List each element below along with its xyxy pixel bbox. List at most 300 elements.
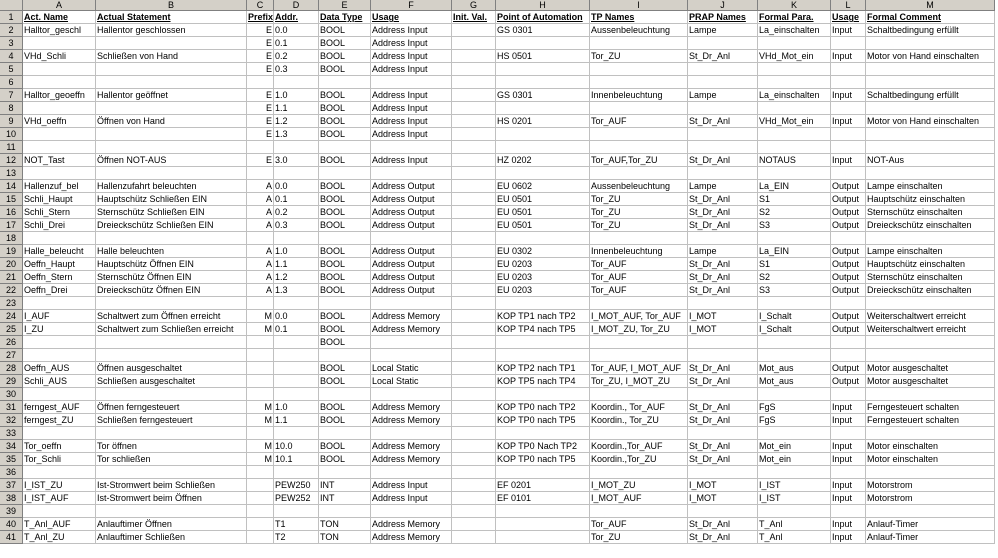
cell[interactable] (319, 427, 371, 440)
cell[interactable]: St_Dr_Anl (688, 206, 758, 219)
cell[interactable]: 1.1 (274, 102, 319, 115)
cell[interactable] (319, 232, 371, 245)
column-header-a[interactable]: A (23, 0, 96, 11)
cell[interactable] (274, 336, 319, 349)
row-header[interactable]: 20 (0, 258, 23, 271)
cell[interactable] (452, 453, 496, 466)
cell[interactable] (590, 349, 688, 362)
cell[interactable]: NOTAUS (758, 154, 831, 167)
cell[interactable]: Tor_AUF,Tor_ZU (590, 154, 688, 167)
cell[interactable]: T_Anl_AUF (23, 518, 96, 531)
cell[interactable] (688, 76, 758, 89)
cell[interactable]: Output (831, 271, 866, 284)
cell[interactable]: La_EIN (758, 245, 831, 258)
cell[interactable]: Input (831, 492, 866, 505)
cell[interactable]: St_Dr_Anl (688, 531, 758, 544)
cell[interactable]: Schli_Haupt (23, 193, 96, 206)
cell[interactable] (452, 154, 496, 167)
cell[interactable] (274, 388, 319, 401)
cell[interactable]: Lampe (688, 180, 758, 193)
cell[interactable]: KOP TP2 nach TP1 (496, 362, 590, 375)
cell[interactable]: E (247, 115, 274, 128)
cell[interactable] (23, 76, 96, 89)
cell[interactable]: EU 0501 (496, 206, 590, 219)
row-header[interactable]: 24 (0, 310, 23, 323)
cell[interactable]: E (247, 102, 274, 115)
cell[interactable]: Aussenbeleuchtung (590, 180, 688, 193)
cell[interactable]: INT (319, 492, 371, 505)
cell[interactable]: BOOL (319, 440, 371, 453)
cell[interactable]: Anlauftimer Schließen (96, 531, 247, 544)
cell[interactable] (688, 505, 758, 518)
cell[interactable]: 1.1 (274, 258, 319, 271)
cell[interactable]: TON (319, 518, 371, 531)
cell[interactable]: Output (831, 362, 866, 375)
cell[interactable] (758, 128, 831, 141)
cell[interactable]: Local Static (371, 362, 452, 375)
cell[interactable] (319, 141, 371, 154)
cell[interactable]: BOOL (319, 362, 371, 375)
cell[interactable]: Tor_ZU, I_MOT_ZU (590, 375, 688, 388)
cell[interactable]: VHd_Mot_ein (758, 115, 831, 128)
cell[interactable]: E (247, 89, 274, 102)
cell[interactable] (274, 349, 319, 362)
cell[interactable]: Tor schließen (96, 453, 247, 466)
cell[interactable]: NOT_Tast (23, 154, 96, 167)
row-header[interactable]: 34 (0, 440, 23, 453)
cell[interactable]: Hallenzufahrt beleuchten (96, 180, 247, 193)
cell[interactable]: T_Anl (758, 518, 831, 531)
row-header[interactable]: 23 (0, 297, 23, 310)
cell[interactable]: St_Dr_Anl (688, 414, 758, 427)
cell[interactable]: Lampe einschalten (866, 245, 995, 258)
cell[interactable]: ferngest_ZU (23, 414, 96, 427)
cell[interactable] (23, 336, 96, 349)
cell[interactable]: A (247, 245, 274, 258)
cell[interactable] (274, 297, 319, 310)
cell[interactable]: HZ 0202 (496, 154, 590, 167)
cell[interactable] (452, 271, 496, 284)
cell[interactable] (96, 37, 247, 50)
cell[interactable] (688, 466, 758, 479)
row-header[interactable]: 3 (0, 37, 23, 50)
cell[interactable] (247, 427, 274, 440)
cell[interactable]: Address Memory (371, 440, 452, 453)
cell[interactable]: EU 0203 (496, 271, 590, 284)
cell[interactable] (866, 128, 995, 141)
cell[interactable]: BOOL (319, 375, 371, 388)
cell[interactable]: Local Static (371, 375, 452, 388)
cell[interactable]: BOOL (319, 453, 371, 466)
cell[interactable]: BOOL (319, 37, 371, 50)
cell[interactable] (319, 76, 371, 89)
cell[interactable]: Hauptschütz Schließen EIN (96, 193, 247, 206)
cell[interactable]: E (247, 37, 274, 50)
cell[interactable]: 1.3 (274, 128, 319, 141)
cell[interactable]: I_MOT (688, 323, 758, 336)
cell[interactable]: St_Dr_Anl (688, 258, 758, 271)
cell[interactable] (758, 167, 831, 180)
cell[interactable]: Address Input (371, 50, 452, 63)
cell[interactable] (688, 63, 758, 76)
cell[interactable] (831, 505, 866, 518)
cell[interactable] (866, 102, 995, 115)
cell[interactable]: Halltor_geoeffn (23, 89, 96, 102)
cell[interactable]: 1.1 (274, 414, 319, 427)
cell[interactable]: Input (831, 479, 866, 492)
cell[interactable]: Hallenzuf_bel (23, 180, 96, 193)
row-header[interactable]: 15 (0, 193, 23, 206)
cell[interactable] (452, 414, 496, 427)
cell[interactable] (96, 388, 247, 401)
cell[interactable] (590, 63, 688, 76)
cell[interactable] (371, 505, 452, 518)
cell[interactable]: EU 0203 (496, 284, 590, 297)
cell[interactable]: Tor_ZU (590, 219, 688, 232)
row-header[interactable]: 19 (0, 245, 23, 258)
cell[interactable]: EF 0101 (496, 492, 590, 505)
cell[interactable]: Oeffn_AUS (23, 362, 96, 375)
cell[interactable] (274, 466, 319, 479)
cell[interactable] (452, 89, 496, 102)
cell[interactable]: BOOL (319, 271, 371, 284)
cell[interactable] (496, 102, 590, 115)
cell[interactable] (866, 505, 995, 518)
cell[interactable] (758, 232, 831, 245)
cell[interactable] (247, 232, 274, 245)
cell[interactable] (831, 167, 866, 180)
cell[interactable] (688, 102, 758, 115)
cell[interactable]: I_Schalt (758, 310, 831, 323)
cell[interactable]: Input (831, 531, 866, 544)
row-header[interactable]: 41 (0, 531, 23, 544)
cell[interactable]: St_Dr_Anl (688, 50, 758, 63)
cell[interactable] (590, 427, 688, 440)
row-header[interactable]: 8 (0, 102, 23, 115)
cell[interactable]: Address Memory (371, 401, 452, 414)
row-header[interactable]: 21 (0, 271, 23, 284)
cell[interactable]: Tor öffnen (96, 440, 247, 453)
cell[interactable]: 1.0 (274, 89, 319, 102)
cell[interactable]: 0.1 (274, 193, 319, 206)
cell[interactable]: 0.3 (274, 219, 319, 232)
cell[interactable]: I_MOT_AUF, Tor_AUF (590, 310, 688, 323)
cell[interactable]: Hallentor geöffnet (96, 89, 247, 102)
cell[interactable] (452, 505, 496, 518)
column-title[interactable]: Formal Comment (866, 11, 995, 24)
column-title[interactable]: Addr. (274, 11, 319, 24)
cell[interactable] (452, 466, 496, 479)
cell[interactable]: Schaltbedingung erfüllt (866, 24, 995, 37)
cell[interactable]: EU 0501 (496, 193, 590, 206)
cell[interactable]: EU 0602 (496, 180, 590, 193)
cell[interactable]: BOOL (319, 115, 371, 128)
cell[interactable] (96, 128, 247, 141)
column-header-c[interactable]: C (247, 0, 274, 11)
cell[interactable]: Tor_ZU (590, 531, 688, 544)
row-header[interactable]: 18 (0, 232, 23, 245)
cell[interactable]: BOOL (319, 180, 371, 193)
cell[interactable]: VHd_Mot_ein (758, 50, 831, 63)
cell[interactable] (274, 232, 319, 245)
column-title[interactable]: Data Type (319, 11, 371, 24)
cell[interactable] (496, 531, 590, 544)
cell[interactable]: Address Input (371, 24, 452, 37)
cell[interactable] (96, 76, 247, 89)
cell[interactable]: S1 (758, 258, 831, 271)
cell[interactable] (452, 479, 496, 492)
cell[interactable]: ferngest_AUF (23, 401, 96, 414)
cell[interactable] (590, 505, 688, 518)
cell[interactable]: BOOL (319, 50, 371, 63)
cell[interactable]: Sternschütz einschalten (866, 206, 995, 219)
cell[interactable]: Address Input (371, 37, 452, 50)
row-header[interactable]: 13 (0, 167, 23, 180)
cell[interactable] (371, 76, 452, 89)
cell[interactable] (371, 232, 452, 245)
cell[interactable]: I_IST_ZU (23, 479, 96, 492)
cell[interactable]: Koordin., Tor_AUF (590, 401, 688, 414)
cell[interactable]: I_Schalt (758, 323, 831, 336)
cell[interactable] (247, 505, 274, 518)
cell[interactable]: S1 (758, 193, 831, 206)
cell[interactable]: A (247, 206, 274, 219)
cell[interactable]: Output (831, 180, 866, 193)
cell[interactable]: Address Memory (371, 310, 452, 323)
cell[interactable]: KOP TP0 Nach TP2 (496, 440, 590, 453)
cell[interactable]: PEW252 (274, 492, 319, 505)
cell[interactable] (23, 141, 96, 154)
cell[interactable]: Mot_aus (758, 375, 831, 388)
cell[interactable]: La_einschalten (758, 89, 831, 102)
cell[interactable] (452, 180, 496, 193)
cell[interactable]: Aussenbeleuchtung (590, 24, 688, 37)
cell[interactable]: FgS (758, 401, 831, 414)
cell[interactable]: Tor_AUF (590, 271, 688, 284)
cell[interactable]: Input (831, 440, 866, 453)
cell[interactable] (758, 466, 831, 479)
cell[interactable] (452, 245, 496, 258)
cell[interactable] (23, 128, 96, 141)
row-header[interactable]: 4 (0, 50, 23, 63)
row-header[interactable]: 33 (0, 427, 23, 440)
column-title[interactable]: PRAP Names (688, 11, 758, 24)
cell[interactable]: Koordin., Tor_ZU (590, 414, 688, 427)
row-header[interactable]: 22 (0, 284, 23, 297)
cell[interactable]: KOP TP0 nach TP5 (496, 453, 590, 466)
cell[interactable] (274, 362, 319, 375)
cell[interactable]: M (247, 414, 274, 427)
cell[interactable] (452, 128, 496, 141)
cell[interactable] (496, 128, 590, 141)
cell[interactable] (866, 388, 995, 401)
cell[interactable] (758, 141, 831, 154)
cell[interactable] (758, 63, 831, 76)
cell[interactable]: Oeffn_Stern (23, 271, 96, 284)
cell[interactable] (23, 102, 96, 115)
cell[interactable] (274, 167, 319, 180)
cell[interactable] (590, 102, 688, 115)
cell[interactable]: BOOL (319, 219, 371, 232)
cell[interactable] (831, 232, 866, 245)
cell[interactable] (496, 141, 590, 154)
cell[interactable] (688, 427, 758, 440)
cell[interactable] (452, 206, 496, 219)
cell[interactable]: Address Memory (371, 518, 452, 531)
cell[interactable]: Address Output (371, 245, 452, 258)
row-header[interactable]: 16 (0, 206, 23, 219)
cell[interactable] (452, 349, 496, 362)
cell[interactable] (688, 37, 758, 50)
cell[interactable]: 1.2 (274, 115, 319, 128)
cell[interactable]: GS 0301 (496, 89, 590, 102)
cell[interactable] (590, 37, 688, 50)
cell[interactable]: Tor_AUF (590, 284, 688, 297)
cell[interactable]: Schließen ausgeschaltet (96, 375, 247, 388)
cell[interactable] (831, 336, 866, 349)
cell[interactable] (247, 492, 274, 505)
cell[interactable]: 1.3 (274, 284, 319, 297)
cell[interactable] (452, 76, 496, 89)
cell[interactable]: Output (831, 219, 866, 232)
cell[interactable]: Tor_AUF (590, 115, 688, 128)
cell[interactable] (452, 193, 496, 206)
cell[interactable]: Innenbeleuchtung (590, 89, 688, 102)
column-title[interactable]: TP Names (590, 11, 688, 24)
cell[interactable]: Schließen ferngesteuert (96, 414, 247, 427)
cell[interactable]: Motor von Hand einschalten (866, 50, 995, 63)
cell[interactable]: Lampe (688, 24, 758, 37)
cell[interactable] (452, 375, 496, 388)
cell[interactable] (866, 141, 995, 154)
cell[interactable]: Output (831, 245, 866, 258)
cell[interactable] (371, 167, 452, 180)
cell[interactable]: PEW250 (274, 479, 319, 492)
cell[interactable]: 0.0 (274, 310, 319, 323)
cell[interactable] (371, 466, 452, 479)
cell[interactable] (452, 297, 496, 310)
cell[interactable]: NOT-Aus (866, 154, 995, 167)
cell[interactable] (319, 388, 371, 401)
cell[interactable] (23, 466, 96, 479)
cell[interactable] (96, 336, 247, 349)
column-header-b[interactable]: B (96, 0, 247, 11)
cell[interactable] (96, 466, 247, 479)
cell[interactable]: La_einschalten (758, 24, 831, 37)
cell[interactable]: EU 0302 (496, 245, 590, 258)
cell[interactable]: Mot_aus (758, 362, 831, 375)
cell[interactable]: Address Input (371, 102, 452, 115)
cell[interactable] (247, 466, 274, 479)
cell[interactable]: Output (831, 206, 866, 219)
cell[interactable]: BOOL (319, 154, 371, 167)
cell[interactable] (452, 427, 496, 440)
cell[interactable]: Hallentor geschlossen (96, 24, 247, 37)
column-header-f[interactable]: F (371, 0, 452, 11)
cell[interactable]: KOP TP5 nach TP4 (496, 375, 590, 388)
cell[interactable]: Output (831, 258, 866, 271)
cell[interactable]: Halle beleuchten (96, 245, 247, 258)
cell[interactable] (496, 297, 590, 310)
cell[interactable] (831, 37, 866, 50)
cell[interactable] (452, 284, 496, 297)
cell[interactable] (247, 518, 274, 531)
cell[interactable]: I_MOT (688, 492, 758, 505)
cell[interactable]: Output (831, 323, 866, 336)
cell[interactable] (758, 336, 831, 349)
cell[interactable]: Ferngesteuert schalten (866, 401, 995, 414)
cell[interactable]: Output (831, 193, 866, 206)
cell[interactable]: Address Input (371, 492, 452, 505)
cell[interactable]: Oeffn_Drei (23, 284, 96, 297)
cell[interactable]: Öffnen ferngesteuert (96, 401, 247, 414)
cell[interactable]: 0.2 (274, 50, 319, 63)
cell[interactable] (452, 167, 496, 180)
cell[interactable]: Motor einschalten (866, 440, 995, 453)
cell[interactable]: Koordin.,Tor_AUF (590, 440, 688, 453)
cell[interactable]: Address Input (371, 154, 452, 167)
cell[interactable] (247, 479, 274, 492)
cell[interactable]: 3.0 (274, 154, 319, 167)
cell[interactable] (23, 63, 96, 76)
cell[interactable] (319, 297, 371, 310)
row-header[interactable]: 30 (0, 388, 23, 401)
cell[interactable]: Address Memory (371, 453, 452, 466)
row-header[interactable]: 17 (0, 219, 23, 232)
cell[interactable]: Tor_ZU (590, 206, 688, 219)
cell[interactable] (831, 349, 866, 362)
cell[interactable]: T1 (274, 518, 319, 531)
cell[interactable] (319, 349, 371, 362)
cell[interactable] (371, 349, 452, 362)
cell[interactable]: Input (831, 518, 866, 531)
cell[interactable] (688, 232, 758, 245)
row-header[interactable]: 26 (0, 336, 23, 349)
cell[interactable] (319, 505, 371, 518)
cell[interactable] (96, 427, 247, 440)
cell[interactable]: Output (831, 310, 866, 323)
cell[interactable]: KOP TP0 nach TP2 (496, 401, 590, 414)
cell[interactable] (688, 388, 758, 401)
cell[interactable] (452, 63, 496, 76)
cell[interactable]: 10.1 (274, 453, 319, 466)
cell[interactable] (496, 76, 590, 89)
cell[interactable]: Schließen von Hand (96, 50, 247, 63)
cell[interactable] (371, 336, 452, 349)
cell[interactable]: INT (319, 479, 371, 492)
cell[interactable]: BOOL (319, 284, 371, 297)
cell[interactable] (96, 349, 247, 362)
cell[interactable] (866, 336, 995, 349)
cell[interactable] (831, 466, 866, 479)
cell[interactable] (452, 50, 496, 63)
cell[interactable]: BOOL (319, 206, 371, 219)
cell[interactable]: Sternschütz einschalten (866, 271, 995, 284)
cell[interactable]: A (247, 271, 274, 284)
cell[interactable]: Schaltwert zum Öffnen erreicht (96, 310, 247, 323)
cell[interactable] (274, 505, 319, 518)
cell[interactable] (371, 141, 452, 154)
cell[interactable]: Schaltbedingung erfüllt (866, 89, 995, 102)
cell[interactable]: BOOL (319, 258, 371, 271)
cell[interactable]: Address Input (371, 89, 452, 102)
cell[interactable] (496, 349, 590, 362)
cell[interactable] (452, 518, 496, 531)
cell[interactable]: 0.2 (274, 206, 319, 219)
cell[interactable]: KOP TP1 nach TP2 (496, 310, 590, 323)
cell[interactable] (23, 297, 96, 310)
cell[interactable] (319, 466, 371, 479)
